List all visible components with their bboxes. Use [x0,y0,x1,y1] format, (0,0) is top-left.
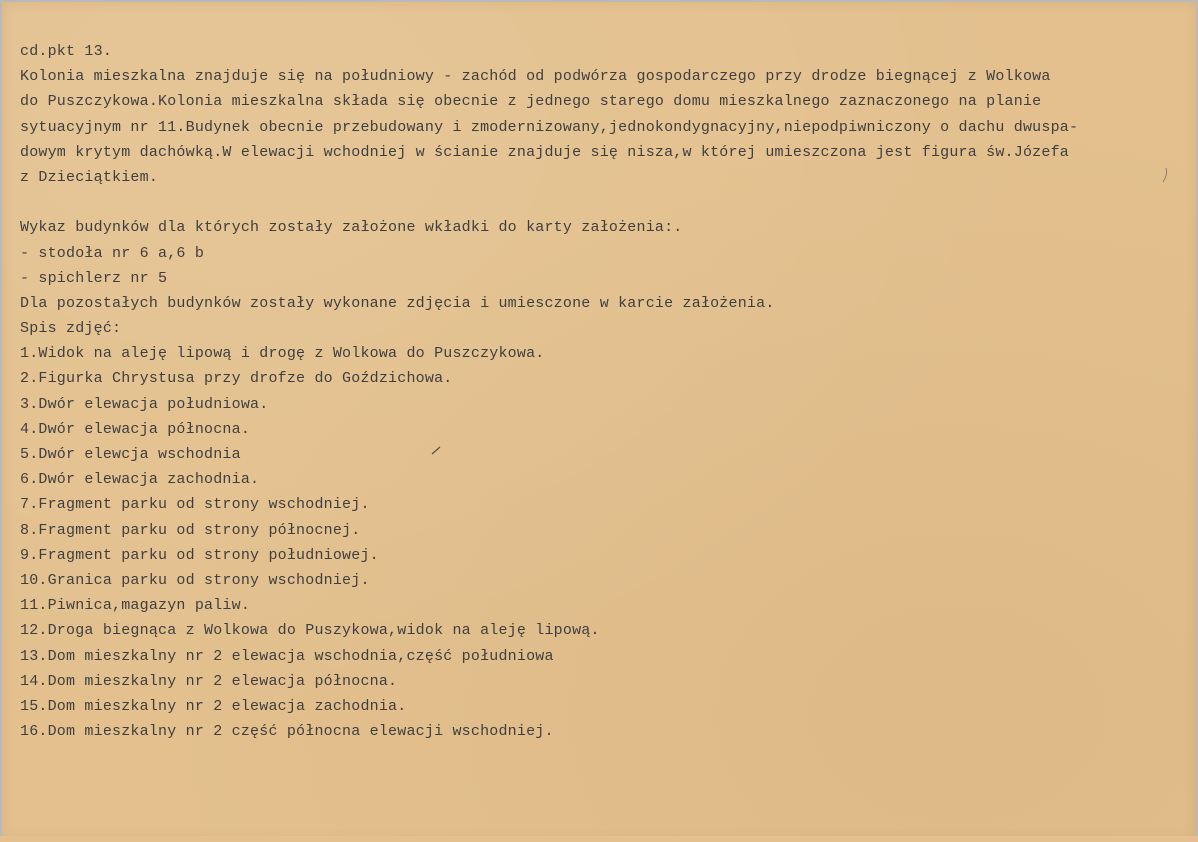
photo-list-item: 5.Dwór elewcja wschodnia [20,446,241,463]
photo-list-item: 3.Dwór elewacja południowa. [20,395,269,413]
photo-list-item: 9.Fragment parku od strony południowej. [20,546,379,564]
photo-list-item: 11.Piwnica,magazyn paliw. [20,597,251,615]
photo-list-item: 8.Fragment parku od strony północnej. [20,521,361,539]
typed-text-body [20,39,1190,744]
scan-bottom-edge [0,836,1198,842]
photo-list-item: 10.Granica parku od strony wschodniej. [20,571,370,589]
description-line: z Dzieciątkiem. [20,168,159,186]
photo-list-item: 12.Droga biegnąca z Wolkowa do Puszykowa,widok na aleję lipową. [20,622,600,640]
photo-list-item: 15.Dom mieszkalny nr 2 elewacja zachodnia. [20,697,407,715]
pen-tick-mark [1160,166,1170,184]
photo-note-line: Dla pozostałych budynków zostały wykonane zdjęcia i umiesczone w karcie założenia. [20,294,775,312]
photo-list-item: 1.Widok na aleję lipową i drogę z Wolkowa do Puszczykowa. [20,345,545,363]
photo-list-title: Spis zdjęć: [20,320,122,338]
description-line: dowym krytym dachówką.W elewacji wchodniej w ścianie znajduje się nisza,w której umieszczona jest figura św.Józefa [20,143,1069,161]
description-line: Kolonia mieszkalna znajduje się na południowy - zachód od podwórza gospodarczego przy drodze biegnącej z Wolkowa [20,68,1051,86]
building-list-item: - stodoła nr 6 a,6 b [20,244,205,262]
description-line: do Puszczykowa.Kolonia mieszkalna składa się obecnie z jednego starego domu mieszkalnego zaznaczonego na planie [20,93,1042,111]
building-list-item: - spichlerz nr 5 [20,269,168,287]
photo-list-item: 2.Figurka Chrystusa przy drofze do Goździchowa. [20,370,453,388]
photo-list-item: 6.Dwór elewacja zachodnia. [20,471,260,489]
photo-list-item: 4.Dwór elewacja północna. [20,420,251,438]
description-line: sytuacyjnym nr 11.Budynek obecnie przebudowany i zmodernizowany,jednokondygnacyjny,niepodpiwniczony o dachu dwuspa- [20,118,1079,136]
photo-list-item: 16.Dom mieszkalny nr 2 część północna elewacji wschodniej. [20,723,554,741]
heading-reference: cd.pkt 13. [20,43,113,60]
paper-sheet [2,2,1196,840]
paragraph-gap [20,190,1190,215]
photo-list-item: 14.Dom mieszkalny nr 2 elewacja północna. [20,672,398,690]
building-list-intro: Wykaz budynków dla których zostały założone wkładki do karty założenia:. [20,219,683,237]
pen-tick-mark [430,444,444,456]
photo-list-item: 7.Fragment parku od strony wschodniej. [20,496,370,514]
photo-list-item: 13.Dom mieszkalny nr 2 elewacja wschodnia,część południowa [20,647,554,665]
